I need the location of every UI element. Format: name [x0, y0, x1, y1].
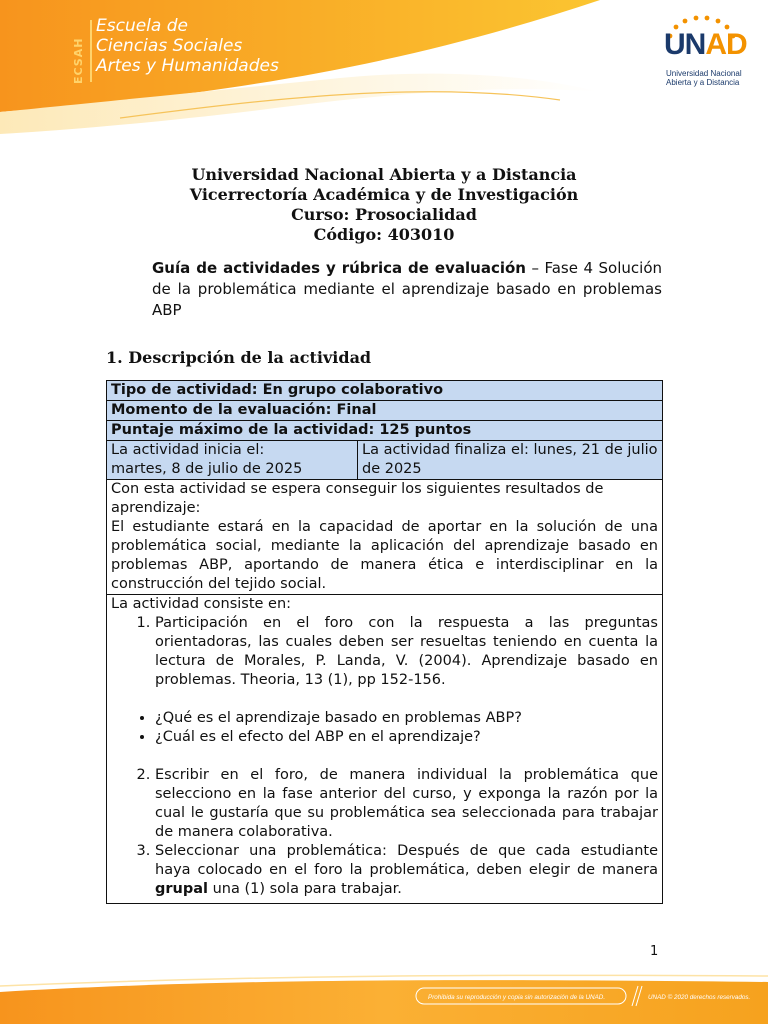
school-line-3: Artes y Humanidades: [96, 56, 279, 76]
logo-subtitle-1: Universidad Nacional: [666, 69, 742, 78]
page-header: [0, 0, 768, 140]
cell-activity-steps: [107, 595, 663, 904]
bullet-item-2: • ¿Cuál es el efecto del ABP en el aprendizaje?: [155, 728, 658, 747]
bullet-item-1: • ¿Qué es el aprendizaje basado en problemas ABP?: [155, 709, 658, 728]
step-item-3: 3. Seleccionar una problemática: Después de que cada estudiante haya colocado en el foro la problemática, deben elegir de manera grupal una (1) sola para trabajar.: [155, 842, 658, 899]
unad-logo: [656, 14, 756, 90]
cell-start-date: [107, 441, 358, 480]
school-line-2: Ciencias Sociales: [96, 36, 243, 56]
title-vicerrectoria: Vicerrectoría Académica y de Investigación: [189, 185, 579, 204]
guide-title-rest: – Fase 4 Solución de la problemática mediante el aprendizaje basado en problemas ABP: [152, 259, 662, 319]
footer-left-text: Prohibida su reproducción y copia sin autorización de la UNAD.: [428, 994, 606, 1001]
cell-evaluation-moment: Momento de la evaluación: Final: [107, 401, 663, 421]
section-heading: 1. Descripción de la actividad: [106, 348, 372, 367]
school-line-1: Escuela de: [96, 16, 188, 36]
cell-end-date: [358, 441, 663, 480]
title-course: Curso: Prosocialidad: [291, 205, 477, 224]
school-divider: [90, 20, 92, 82]
step-item-2: 2. Escribir en el foro, de manera individual la problemática que selecciono en la fase anterior del curso, y exponga la razón por la cual le gustaría que su problemática sea seleccionada para trabajar de manera colaborativa.: [155, 766, 658, 842]
logo-wordmark: UNAD: [664, 28, 747, 61]
cell-learning-outcomes: [107, 480, 663, 595]
learning-outcomes-title: Con esta actividad se espera conseguir los siguientes resultados de aprendizaje:: [111, 481, 604, 516]
logo-subtitle-2: Abierta y a Distancia: [666, 78, 740, 87]
school-acronym: ECSAH: [72, 37, 85, 84]
cell-max-score: Puntaje máximo de la actividad: 125 puntos: [107, 421, 663, 441]
title-university: Universidad Nacional Abierta y a Distancia: [191, 165, 577, 184]
page-number: 1: [650, 944, 659, 959]
end-date-label: La actividad finaliza el:: [362, 442, 529, 458]
start-date-value: martes, 8 de julio de 2025: [111, 461, 303, 477]
document-titles: [0, 165, 768, 245]
end-date-value: lunes, 21 de julio de 2025: [362, 442, 658, 477]
page-footer: [0, 972, 768, 1024]
start-date-label: La actividad inicia el:: [111, 442, 265, 458]
learning-outcomes-text: El estudiante estará en la capacidad de aportar en la solución de una problemática social, mediante la aplicación del aprendizaje basado en problemas ABP, aportando de manera ética e interdisciplinar en la construcción del tejido social.: [111, 519, 658, 592]
title-code: Código: 403010: [313, 225, 455, 244]
guide-title: [152, 258, 662, 321]
activity-steps-title: La actividad consiste en:: [111, 596, 292, 612]
step-item-1: 1. Participación en el foro con la respuesta a las preguntas orientadoras, las cuales deben ser resueltas teniendo en cuenta la lectura de Morales, P. Landa, V. (2004). Aprendizaje basado en problemas. Theoria, 13 (1), pp 152-156.: [155, 614, 658, 690]
footer-right-text: UNAD © 2020 derechos reservados.: [648, 994, 751, 1001]
guide-title-bold: Guía de actividades y rúbrica de evaluación: [152, 259, 526, 277]
cell-activity-type: Tipo de actividad: En grupo colaborativo: [107, 381, 663, 401]
activity-table: [106, 380, 662, 904]
